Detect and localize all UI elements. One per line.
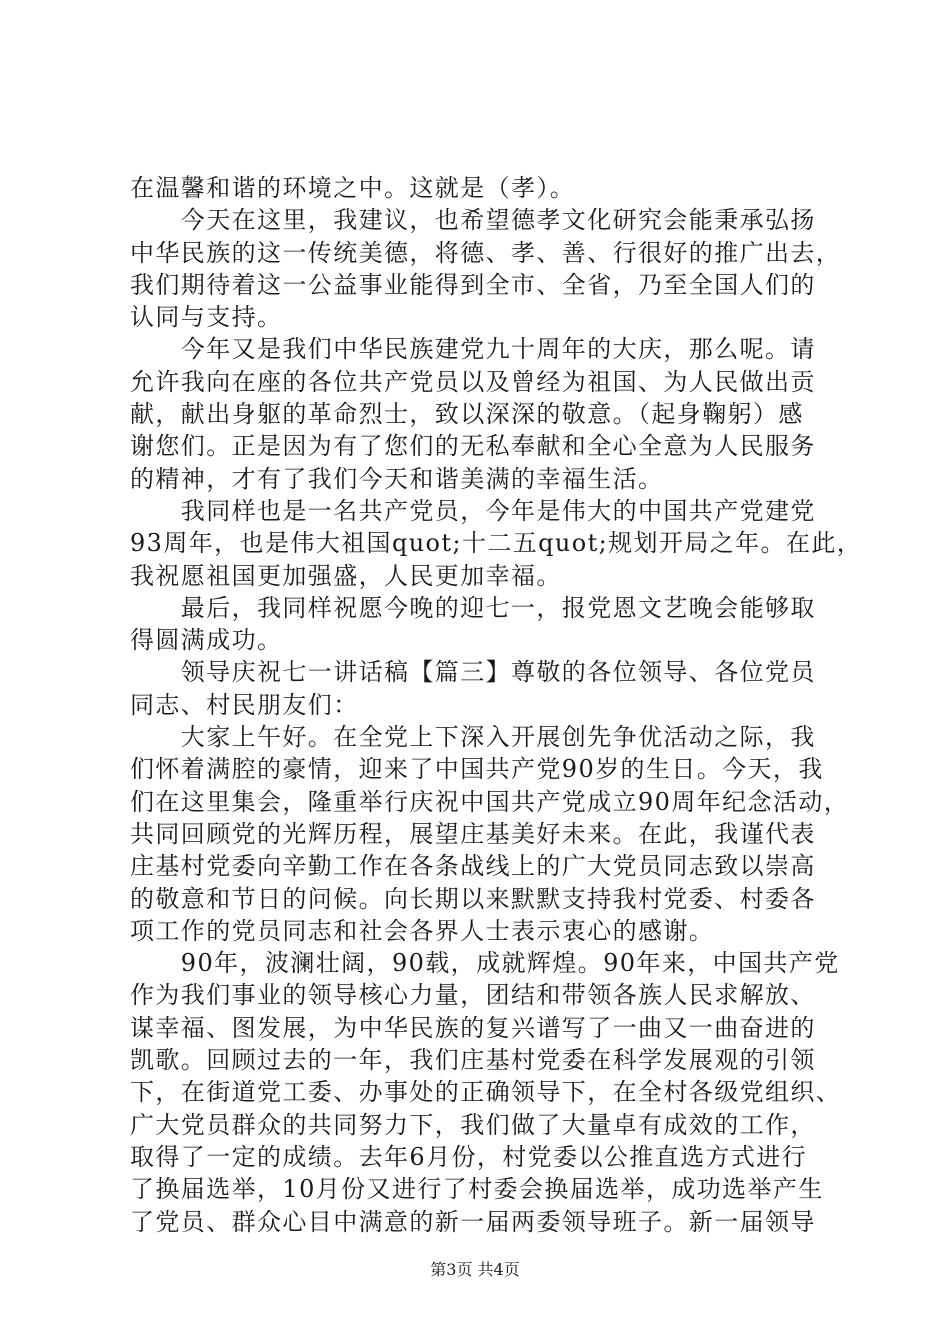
- text-line: 下，在街道党工委、办事处的正确领导下，在全村各级党组织、: [130, 1078, 842, 1107]
- text-line: 允许我向在座的各位共产党员以及曾经为祖国、为人民做出贡: [130, 367, 816, 396]
- text-line: 凯歌。回顾过去的一年，我们庄基村党委在科学发展观的引领: [130, 1046, 816, 1075]
- text-line: 认同与支持。: [130, 303, 283, 332]
- text-line: 领导庆祝七一讲话稿【篇三】尊敬的各位领导、各位党员: [130, 658, 816, 687]
- text-line: 了党员、群众心目中满意的新一届两委领导班子。新一届领导: [130, 1207, 816, 1236]
- text-line: 庄基村党委向辛勤工作在各条战线上的广大党员同志致以崇高: [130, 852, 816, 881]
- text-line: 取得了一定的成绩。去年6月份，村党委以公推直选方式进行: [130, 1142, 808, 1171]
- text-line: 谋幸福、图发展，为中华民族的复兴谱写了一曲又一曲奋进的: [130, 1013, 816, 1042]
- text-line: 献，献出身躯的革命烈士，致以深深的敬意。（起身鞠躬）感: [130, 400, 804, 429]
- text-line: 得圆满成功。: [130, 626, 283, 655]
- body-text: [130, 172, 863, 1238]
- text-line: 项工作的党员同志和社会各界人士表示衷心的感谢。: [130, 916, 715, 945]
- text-line: 广大党员群众的共同努力下，我们做了大量卓有成效的工作，: [130, 1110, 816, 1139]
- text-line: 谢您们。正是因为有了您们的无私奉献和全心全意为人民服务: [130, 432, 816, 461]
- text-line: 的敬意和节日的问候。向长期以来默默支持我村党委、村委各: [130, 884, 816, 913]
- text-line: 我同样也是一名共产党员，今年是伟大的中国共产党建党: [130, 496, 816, 525]
- text-line: 作为我们事业的领导核心力量，团结和带领各族人民求解放、: [130, 981, 816, 1010]
- text-line: 同志、村民朋友们：: [130, 690, 359, 719]
- text-line: 大家上午好。在全党上下深入开展创先争优活动之际，我: [130, 723, 816, 752]
- text-line: 我们期待着这一公益事业能得到全市、全省，乃至全国人们的: [130, 270, 816, 299]
- text-line: 们在这里集会，隆重举行庆祝中国共产党成立90周年纪念活动，: [130, 787, 850, 816]
- text-line: 在温馨和谐的环境之中。这就是（孝）。: [130, 174, 576, 202]
- text-line: 我祝愿祖国更加强盛，人民更加幸福。: [130, 561, 562, 590]
- text-line: 今年又是我们中华民族建党九十周年的大庆，那么呢。请: [130, 335, 816, 364]
- text-line: 今天在这里，我建议，也希望德孝文化研究会能秉承弘扬: [130, 206, 816, 235]
- text-line: 中华民族的这一传统美德，将德、孝、善、行很好的推广出去，: [130, 238, 842, 267]
- text-line: 了换届选举，10月份又进行了村委会换届选举，成功选举产生: [130, 1175, 824, 1204]
- text-line: 90年，波澜壮阔，90载，成就辉煌。90年来，中国共产党: [130, 949, 840, 978]
- text-line: 最后，我同样祝愿今晚的迎七一，报党恩文艺晚会能够取: [130, 593, 816, 622]
- text-line: 93周年，也是伟大祖国quot;十二五quot;规划开局之年。在此，: [130, 529, 863, 558]
- text-line: 的精神，才有了我们今天和谐美满的幸福生活。: [130, 464, 664, 493]
- page-footer: 第3页 共4页: [430, 1260, 520, 1279]
- text-line: 们怀着满腔的豪情，迎来了中国共产党90岁的生日。今天，我: [130, 755, 824, 784]
- text-line: 共同回顾党的光辉历程，展望庄基美好未来。在此，我谨代表: [130, 819, 816, 848]
